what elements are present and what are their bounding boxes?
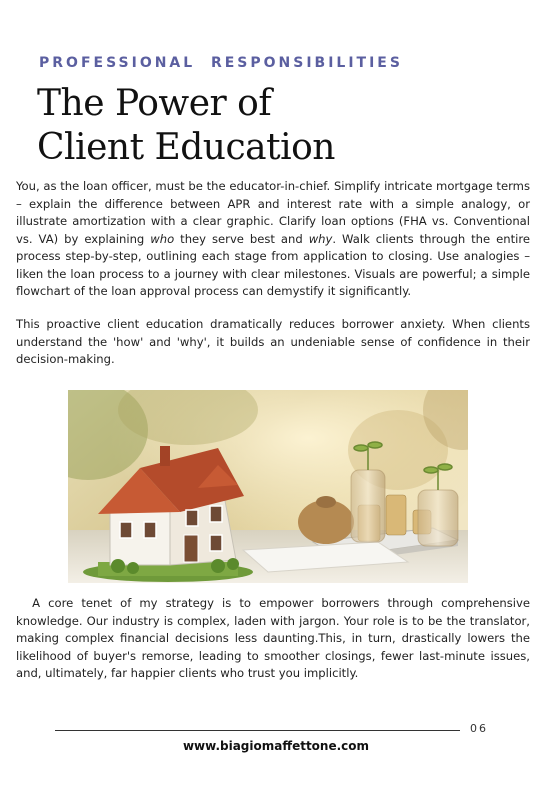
page-title-line-1: The Power of — [37, 83, 272, 124]
p3-text: A core tenet of my strategy is to empower borrowers through comprehensive knowledge. Our industry is complex, laden with jargon. Your role is to be the translator, making complex financial decisions less daunting.This, in turn, drastically lowers the likelihood of buyer's remorse, leading to smoother closings, fewer last-minute issues, and, ultimately, far happier clients who trust you implicitly. — [16, 596, 530, 680]
page-title-line-2: Client Education — [37, 127, 335, 168]
page-number: 06 — [470, 722, 488, 735]
p3-indent — [16, 596, 32, 610]
p1-text-a: You, as the loan officer, must be the educator-in-chief. Simplify intricate mortgage terms – explain the difference between APR and interest rate with a simple analogy, or illustrate amortization with a clear graphic. Clarify loan options (FHA vs. Conventional vs. VA) by explaining — [16, 179, 530, 246]
p1-text-c: . Walk clients through the entire process step-by-step, outlining each stage from application to closing. Use analogies – liken the loan process to a journey with clear milestones. Visuals are powerful; a simple flowchart of the loan approval process can demystify it significantly. — [16, 231, 530, 298]
p1-text-b: they serve best and — [174, 231, 309, 246]
p1-emphasis-who: who — [150, 231, 175, 246]
house-and-coins-photo — [68, 390, 468, 583]
section-kicker: PROFESSIONAL RESPONSIBILITIES — [39, 55, 403, 71]
footer-website: www.biagiomaffettone.com — [182, 739, 370, 753]
paragraph-strategy — [16, 595, 530, 683]
footer-divider — [55, 730, 460, 731]
paragraph-anxiety: This proactive client education dramatically reduces borrower anxiety. When clients understand the 'how' and 'why', it builds an undeniable sense of confidence in their decision-making. — [16, 317, 530, 366]
page-title — [37, 82, 335, 170]
p1-emphasis-why: why — [308, 231, 333, 246]
paragraph-educator — [16, 178, 530, 301]
